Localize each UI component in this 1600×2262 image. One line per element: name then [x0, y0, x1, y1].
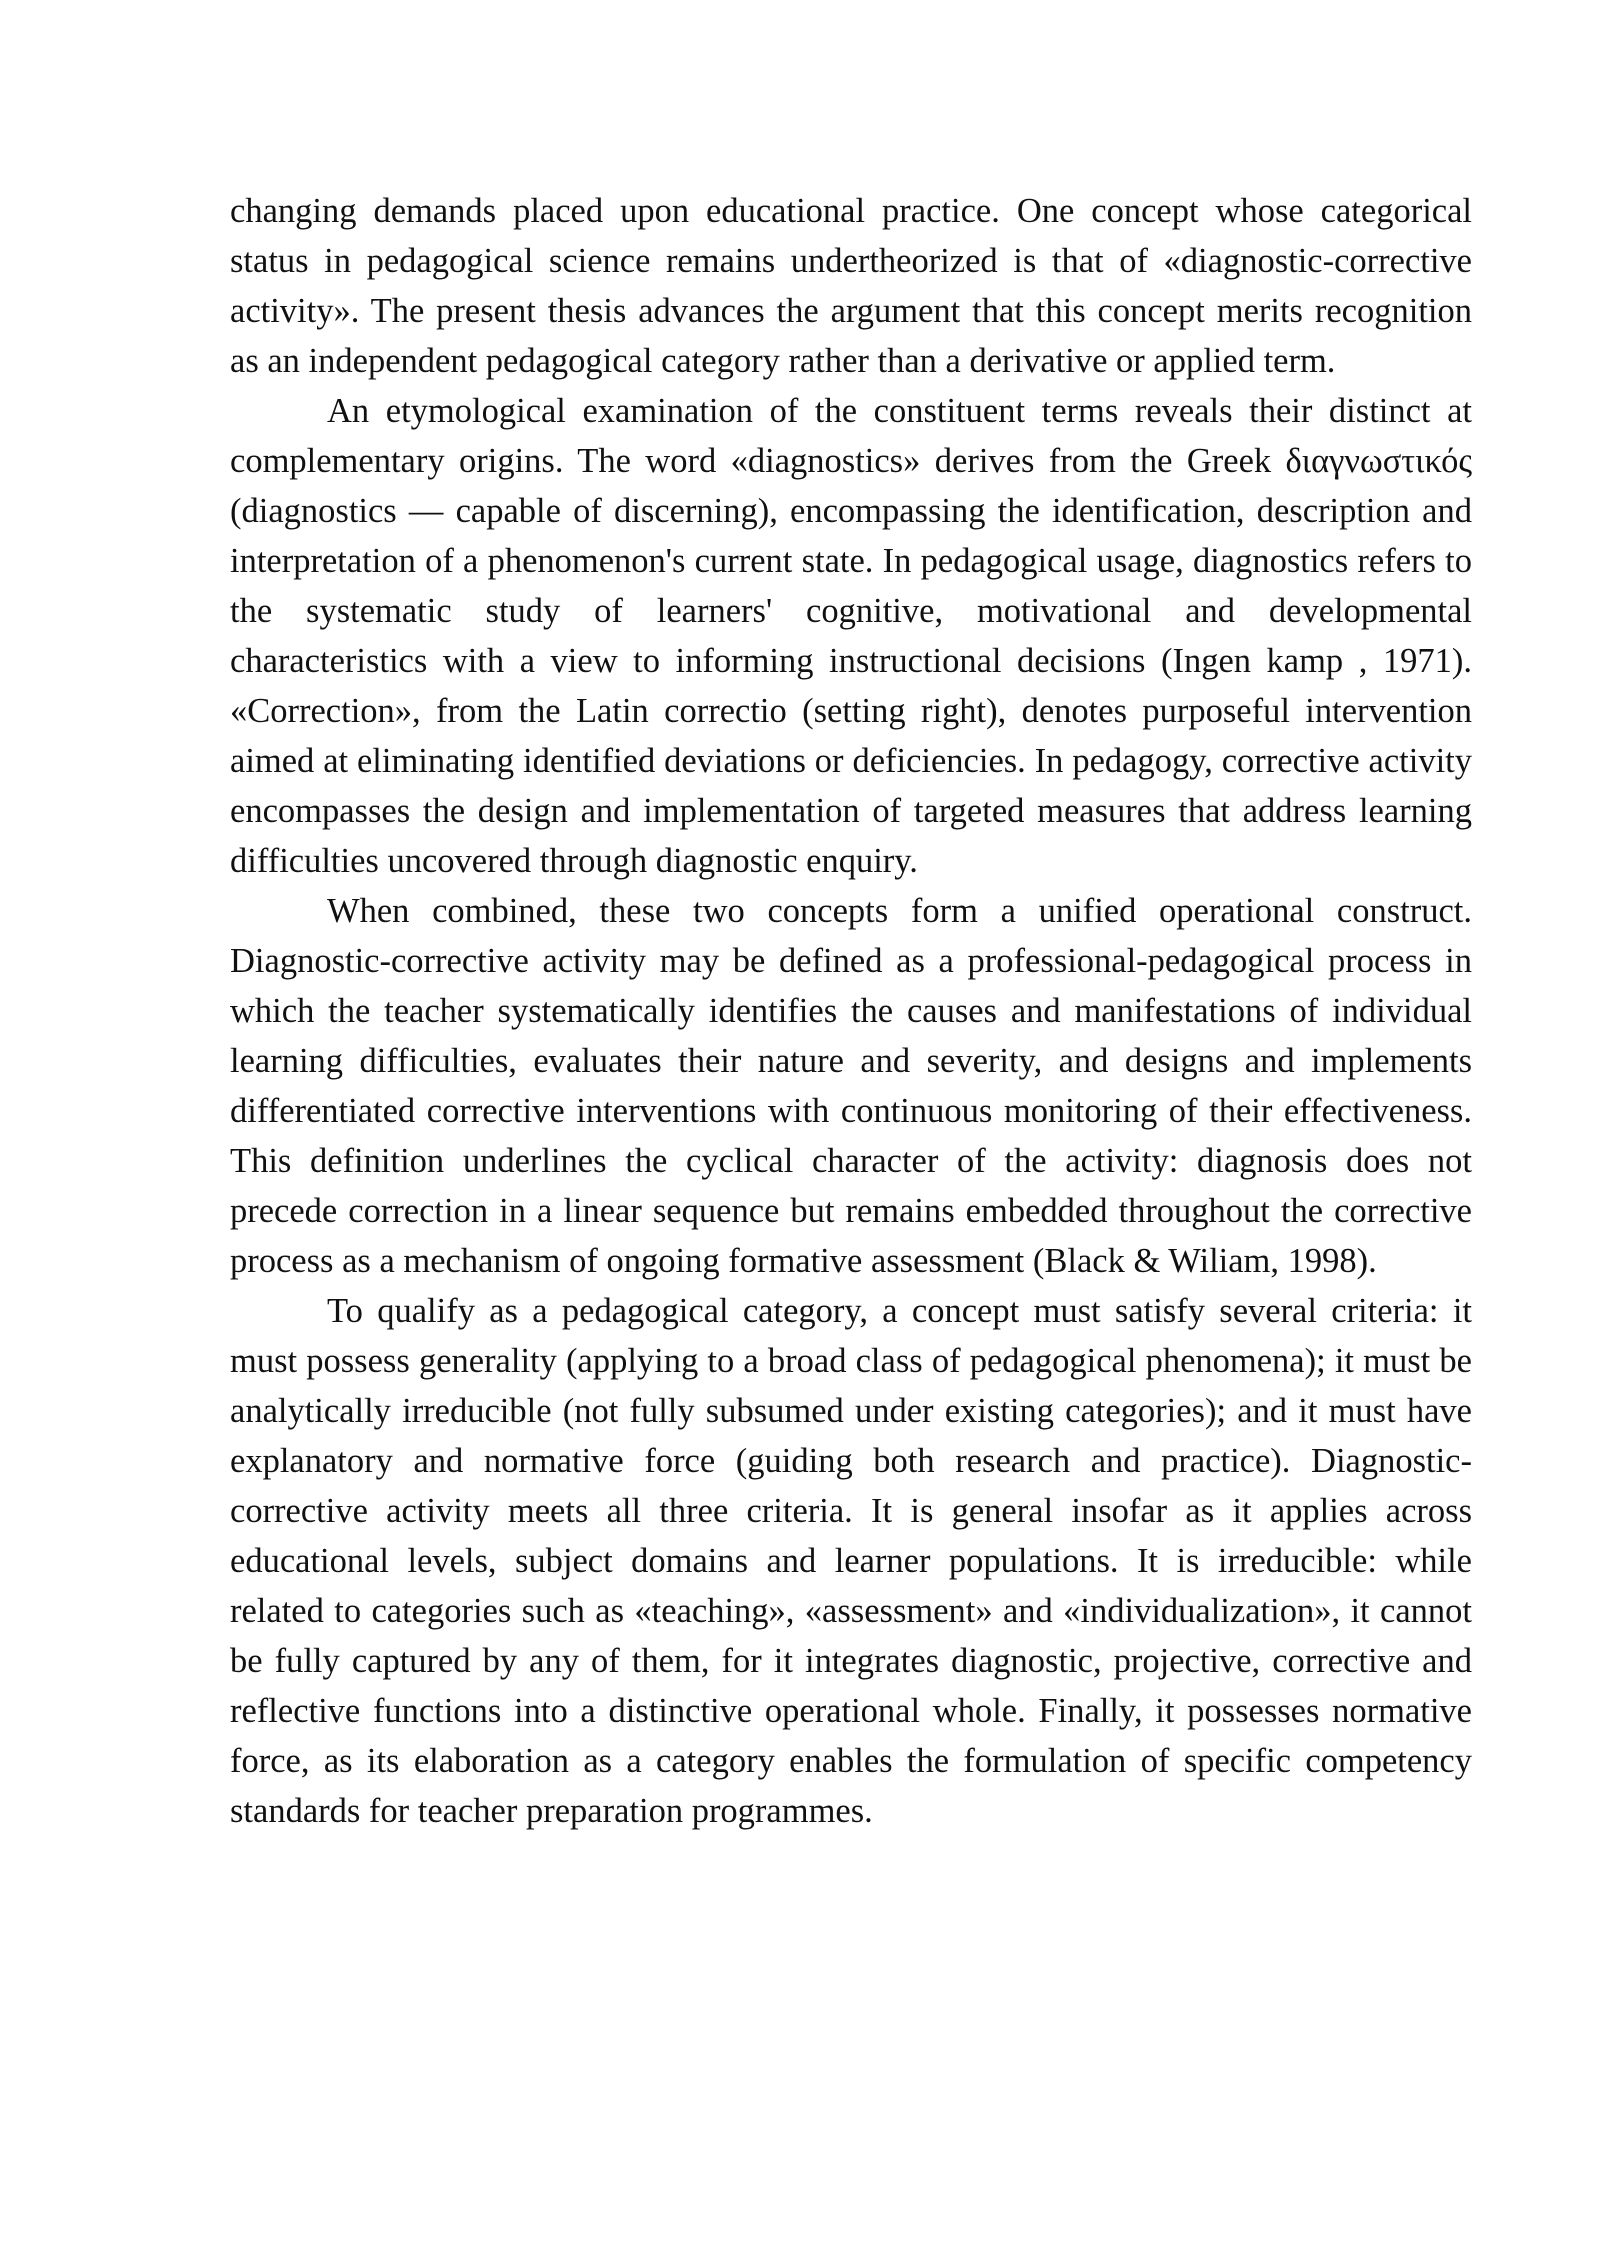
document-page [230, 186, 1472, 1836]
paragraph-etymology: An etymological examination of the constituent terms reveals their distinct at complementary origins. The word «diagnostics» derives from the Greek διαγνωστικός (diagnostics — capable of discerning), encompassing the identification, description and interpretation of a phenomenon's current state. In pedagogical usage, diagnostics refers to the systematic study of learners' cognitive, motivational and developmental characteristics with a view to informing instructional decisions (Ingen kamp , 1971). «Correction», from the Latin correctio (setting right), denotes purposeful intervention aimed at eliminating identified deviations or deficiencies. In pedagogy, corrective activity encompasses the design and implementation of targeted measures that address learning difficulties uncovered through diagnostic enquiry. [230, 392, 1472, 880]
paragraph-category-criteria: To qualify as a pedagogical category, a concept must satisfy several criteria: it must possess generality (applying to a broad class of pedagogical phenomena); it must be analytically irreducible (not fully subsumed under existing categories); and it must have explanatory and normative force (guiding both research and practice). Diagnostic-corrective activity meets all three criteria. It is general insofar as it applies across educational levels, subject domains and learner populations. It is irreducible: while related to categories such as «teaching», «assessment» and «individualization», it cannot be fully captured by any of them, for it integrates diagnostic, projective, corrective and reflective functions into a distinctive operational whole. Finally, it possesses normative force, as its elaboration as a category enables the formulation of specific competency standards for teacher preparation programmes. [230, 1292, 1472, 1830]
paragraph-continuation: changing demands placed upon educational practice. One concept whose categorical status in pedagogical science remains undertheorized is that of «diagnostic-corrective activity». The present thesis advances the argument that this concept merits recognition as an independent pedagogical category rather than a derivative or applied term. [230, 192, 1472, 380]
paragraph-definition: When combined, these two concepts form a unified operational construct. Diagnostic-corrective activity may be defined as a professional-pedagogical process in which the teacher systematically identifies the causes and manifestations of individual learning difficulties, evaluates their nature and severity, and designs and implements differentiated corrective interventions with continuous monitoring of their effectiveness. This definition underlines the cyclical character of the activity: diagnosis does not precede correction in a linear sequence but remains embedded throughout the corrective process as a mechanism of ongoing formative assessment (Black & Wiliam, 1998). [230, 892, 1472, 1280]
